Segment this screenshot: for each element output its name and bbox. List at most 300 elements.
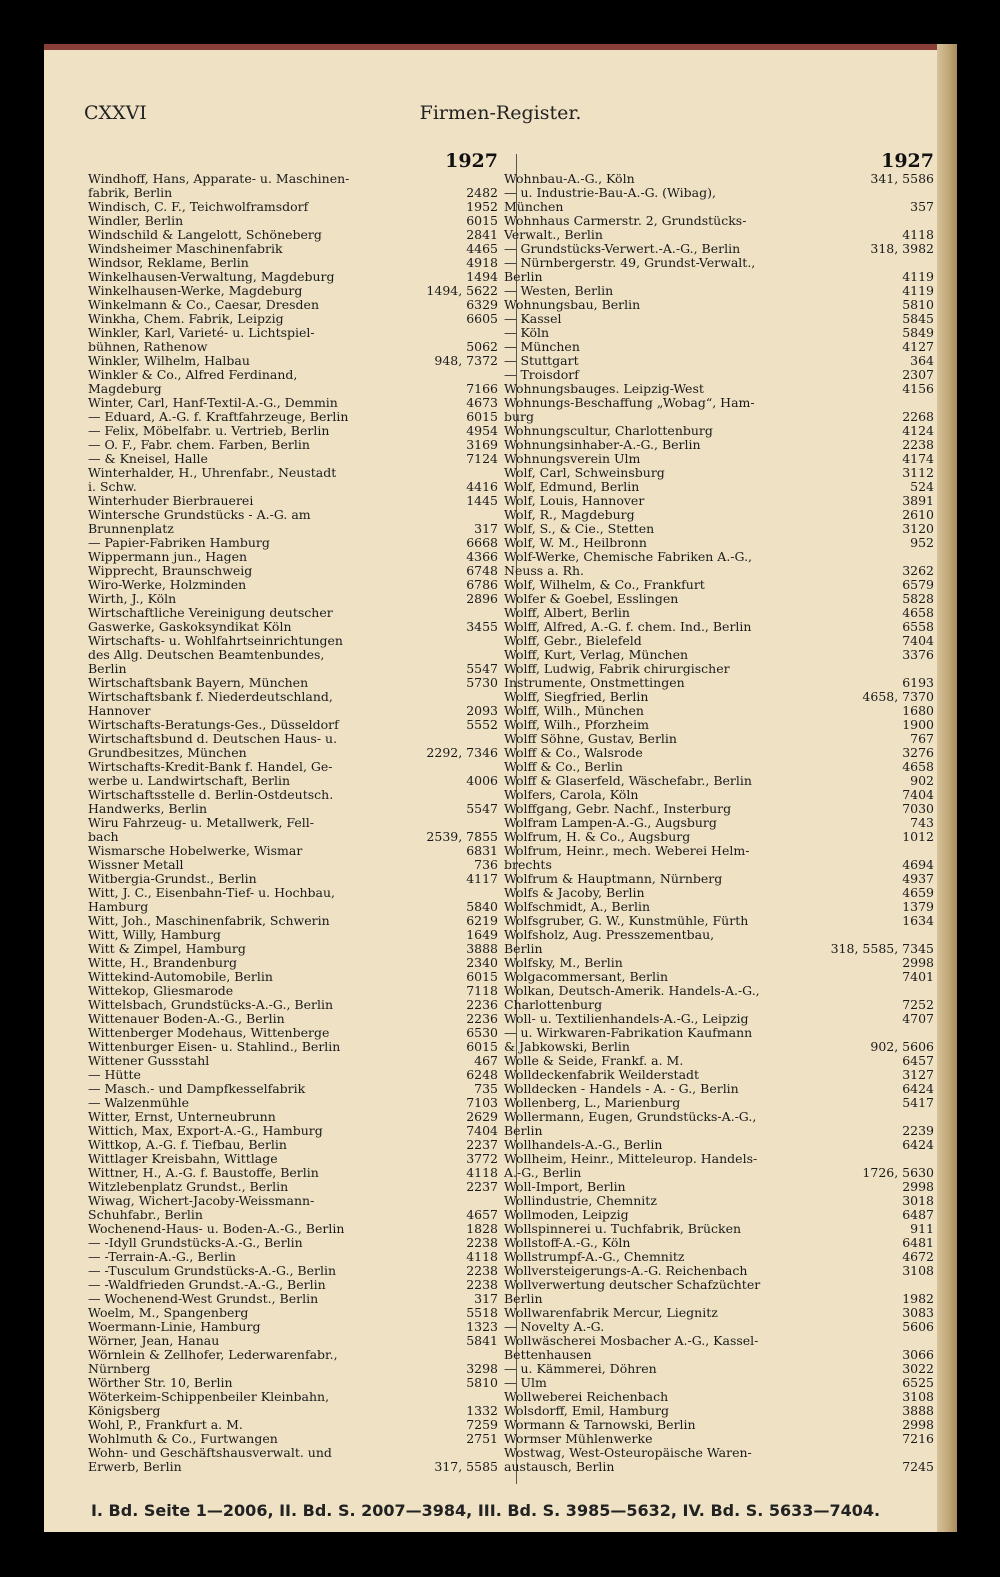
register-entry — [504, 690, 934, 704]
register-entry — [88, 1306, 498, 1320]
page-ref: 2237 — [466, 1137, 498, 1152]
page-ref: 4694 — [902, 857, 934, 872]
register-entry — [88, 1180, 498, 1194]
page-ref: 4118 — [466, 1165, 498, 1180]
firm-name: Wolff, Albert, Berlin — [504, 605, 630, 620]
firm-name: — Grundstücks-Verwert.-A.-G., Berlin — [504, 241, 741, 256]
register-entry — [88, 760, 498, 788]
register-entry — [504, 984, 934, 1012]
firm-name: Wolfsholz, Aug. Presszementbau, Berlin — [504, 927, 715, 956]
register-entry — [88, 200, 498, 214]
firm-name: Wollverwertung deutscher Schafzüchter Berlin — [504, 1277, 761, 1306]
register-entry — [88, 1110, 498, 1124]
register-entry — [504, 620, 934, 634]
page-ref: 5849 — [902, 325, 934, 340]
firm-name: Wintersche Grundstücks - A.-G. am Brunnenplatz — [88, 507, 311, 536]
page-ref: 6424 — [902, 1137, 934, 1152]
register-entry — [504, 872, 934, 886]
firm-name: Wirtschaftliche Vereinigung deutscher Gaswerke, Gaskoksyndikat Köln — [88, 605, 333, 634]
register-entry — [504, 1026, 934, 1054]
page-ref: 2482 — [466, 185, 498, 200]
register-entry — [504, 1432, 934, 1446]
firm-name: Woelm, M., Spangenberg — [88, 1305, 249, 1320]
page-ref: 4118 — [902, 227, 934, 242]
firm-name: Wirth, J., Köln — [88, 591, 177, 606]
page-ref: 6015 — [466, 213, 498, 228]
firm-name: Wohnungsbau, Berlin — [504, 297, 641, 312]
page-ref: 6605 — [466, 311, 498, 326]
page-ref: 5606 — [902, 1319, 934, 1334]
register-entry — [504, 242, 934, 256]
firm-name: Wittenburger Eisen- u. Stahlind., Berlin — [88, 1039, 341, 1054]
firm-name: Witt, Willy, Hamburg — [88, 927, 221, 942]
register-entry — [88, 956, 498, 970]
register-entry — [504, 746, 934, 760]
firm-name: — -Idyll Grundstücks-A.-G., Berlin — [88, 1235, 303, 1250]
register-entry — [88, 1012, 498, 1026]
firm-name: Wipprecht, Braunschweig — [88, 563, 253, 578]
firm-name: Wörner, Jean, Hanau — [88, 1333, 220, 1348]
firm-name: Windhoff, Hans, Apparate- u. Maschinen- fabrik, Berlin — [88, 171, 350, 200]
page-ref: 2841 — [466, 227, 498, 242]
page-ref: 2093 — [466, 703, 498, 718]
page-ref: 952 — [910, 535, 934, 550]
firm-name: — u. Kämmerei, Döhren — [504, 1361, 657, 1376]
page-ref: 902 — [910, 773, 934, 788]
register-entry — [504, 928, 934, 956]
page-ref: 3018 — [902, 1193, 934, 1208]
register-entry — [88, 606, 498, 634]
register-entry — [88, 676, 498, 690]
page-ref: 3455 — [466, 619, 498, 634]
firm-name: Wolff & Co., Walsrode — [504, 745, 643, 760]
page-ref: 2610 — [902, 507, 934, 522]
firm-name: — Köln — [504, 325, 550, 340]
register-entry — [88, 1446, 498, 1474]
firm-name: Wörther Str. 10, Berlin — [88, 1375, 233, 1390]
register-entry — [88, 886, 498, 914]
register-entry — [88, 1390, 498, 1418]
page-ref: 5730 — [466, 675, 498, 690]
binding-band — [44, 44, 957, 50]
page-ref: 4117 — [466, 871, 498, 886]
page-ref: 767 — [910, 731, 934, 746]
firm-name: Wolsdorff, Emil, Hamburg — [504, 1403, 669, 1418]
register-entry — [504, 788, 934, 802]
page-ref: 7404 — [466, 1123, 498, 1138]
register-entry — [504, 424, 934, 438]
register-entry — [88, 536, 498, 550]
page-ref: 2629 — [466, 1109, 498, 1124]
firm-name: Witbergia-Grundst., Berlin — [88, 871, 257, 886]
firm-name: Wirtschaftsstelle d. Berlin-Ostdeutsch. Handwerks, Berlin — [88, 787, 334, 816]
register-entry — [88, 872, 498, 886]
firm-name: — Masch.- und Dampfkesselfabrik — [88, 1081, 306, 1096]
page-ref: 3772 — [466, 1151, 498, 1166]
firm-name: — -Tusculum Grundstücks-A.-G., Berlin — [88, 1263, 337, 1278]
firm-name: Winkha, Chem. Fabrik, Leipzig — [88, 311, 284, 326]
firm-name: Wolfsky, M., Berlin — [504, 955, 623, 970]
register-entry — [88, 1068, 498, 1082]
page-ref: 1445 — [466, 493, 498, 508]
page-ref: 5845 — [902, 311, 934, 326]
page-number: CXXVI — [84, 102, 147, 124]
firm-name: Wohnungs-Beschaffung „Wobag“, Ham- burg — [504, 395, 755, 424]
register-entry — [88, 284, 498, 298]
firm-name: Wollstoff-A.-G., Köln — [504, 1235, 631, 1250]
register-entry — [88, 1124, 498, 1138]
register-entry — [504, 1278, 934, 1306]
register-entry — [88, 354, 498, 368]
firm-name: Wohn- und Geschäftshausverwalt. und Erwerb, Berlin — [88, 1445, 332, 1474]
register-entry — [504, 1012, 934, 1026]
page-ref: 318, 3982 — [870, 241, 934, 256]
page-ref: 6525 — [902, 1375, 934, 1390]
page-ref: 3376 — [902, 647, 934, 662]
register-entry — [88, 410, 498, 424]
page-ref: 1494, 5622 — [426, 283, 498, 298]
page-ref: 5810 — [902, 297, 934, 312]
register-entry — [88, 1320, 498, 1334]
page-ref: 5062 — [466, 339, 498, 354]
page-ref: 7259 — [466, 1417, 498, 1432]
page-ref: 3298 — [466, 1361, 498, 1376]
register-entry — [88, 942, 498, 956]
register-entry — [504, 354, 934, 368]
register-entry — [504, 340, 934, 354]
firm-name: Witt, Joh., Maschinenfabrik, Schwerin — [88, 913, 330, 928]
firm-name: Wiru Fahrzeug- u. Metallwerk, Fell- bach — [88, 815, 315, 844]
register-entry — [504, 1376, 934, 1390]
register-entry — [88, 718, 498, 732]
page-ref: 317 — [474, 521, 498, 536]
page-ref: 3169 — [466, 437, 498, 452]
register-entry — [88, 844, 498, 858]
register-entry — [504, 1222, 934, 1236]
page-ref: 2238 — [466, 1277, 498, 1292]
firm-name: Wirtschafts- u. Wohlfahrtseinrichtungen des Allg. Deutschen Beamtenbundes, Berlin — [88, 633, 343, 676]
page-ref: 6329 — [466, 297, 498, 312]
register-entry — [88, 1166, 498, 1180]
firm-name: Wolle & Seide, Frankf. a. M. — [504, 1053, 684, 1068]
page-ref: 7118 — [466, 983, 498, 998]
register-entry — [88, 578, 498, 592]
page-ref: 2238 — [902, 437, 934, 452]
volume-footer: I. Bd. Seite 1—2006, II. Bd. S. 2007—3984, III. Bd. S. 3985—5632, IV. Bd. S. 5633—7404. — [90, 1501, 881, 1520]
page-ref: 4707 — [902, 1011, 934, 1026]
register-entry — [504, 662, 934, 690]
firm-name: Winterhuder Bierbrauerei — [88, 493, 254, 508]
firm-name: — Wochenend-West Grundst., Berlin — [88, 1291, 319, 1306]
page-ref: 317 — [474, 1291, 498, 1306]
register-entry — [88, 1152, 498, 1166]
firm-name: Wippermann jun., Hagen — [88, 549, 248, 564]
register-entry — [504, 592, 934, 606]
page-ref: 2236 — [466, 1011, 498, 1026]
firm-name: Wolkan, Deutsch-Amerik. Handels-A.-G., Charlottenburg — [504, 983, 760, 1012]
firm-name: Winkler & Co., Alfred Ferdinand, Magdeburg — [88, 367, 298, 396]
firm-name: Wolf, Edmund, Berlin — [504, 479, 640, 494]
page-ref: 4918 — [466, 255, 498, 270]
register-entry — [88, 788, 498, 816]
left-column — [88, 150, 498, 1474]
register-entry — [504, 1236, 934, 1250]
page-ref: 2237 — [466, 1179, 498, 1194]
register-entry — [504, 774, 934, 788]
firm-name: — u. Wirkwaren-Fabrikation Kaufmann & Jabkowski, Berlin — [504, 1025, 753, 1054]
register-entry — [88, 1264, 498, 1278]
register-entry — [88, 494, 498, 508]
page-ref: 743 — [910, 815, 934, 830]
firm-name: Windsheimer Maschinenfabrik — [88, 241, 283, 256]
firm-name: Winkelhausen-Verwaltung, Magdeburg — [88, 269, 335, 284]
register-entry — [88, 732, 498, 760]
firm-name: — Nürnbergerstr. 49, Grundst-Verwalt., Berlin — [504, 255, 756, 284]
firm-name: Wolgacommersant, Berlin — [504, 969, 669, 984]
firm-name: Windsor, Reklame, Berlin — [88, 255, 249, 270]
page-ref: 4174 — [902, 451, 934, 466]
firm-name: Witte, H., Brandenburg — [88, 955, 237, 970]
register-entry — [88, 242, 498, 256]
firm-name: Wollhandels-A.-G., Berlin — [504, 1137, 663, 1152]
page-ref: 2539, 7855 — [426, 829, 498, 844]
register-entry — [88, 298, 498, 312]
firm-name: Winkler, Wilhelm, Halbau — [88, 353, 250, 368]
firm-name: Wohnungsverein Ulm — [504, 451, 641, 466]
page-ref: 6015 — [466, 1039, 498, 1054]
firm-name: — & Kneisel, Halle — [88, 451, 208, 466]
register-entry — [504, 844, 934, 872]
firm-name: — Novelty A.-G. — [504, 1319, 605, 1334]
page-ref: 736 — [474, 857, 498, 872]
register-entry — [504, 214, 934, 242]
firm-name: Wormser Mühlenwerke — [504, 1431, 653, 1446]
page-ref: 5552 — [466, 717, 498, 732]
register-entry — [88, 396, 498, 410]
firm-name: Windschild & Langelott, Schöneberg — [88, 227, 322, 242]
page-ref: 3276 — [902, 745, 934, 760]
register-entry — [88, 1348, 498, 1376]
page-ref: 4658, 7370 — [862, 689, 934, 704]
register-entry — [88, 1278, 498, 1292]
page-ref: 4954 — [466, 423, 498, 438]
firm-name: Wollermann, Eugen, Grundstücks-A.-G., Berlin — [504, 1109, 757, 1138]
page-ref: 6668 — [466, 535, 498, 550]
firm-name: Wittenauer Boden-A.-G., Berlin — [88, 1011, 285, 1026]
firm-name: Winkelmann & Co., Caesar, Dresden — [88, 297, 320, 312]
page-ref: 5417 — [902, 1095, 934, 1110]
register-entry — [504, 1446, 934, 1474]
firm-name: Wolff, Kurt, Verlag, München — [504, 647, 689, 662]
page-ref: 6579 — [902, 577, 934, 592]
register-entry — [88, 550, 498, 564]
firm-name: Wittich, Max, Export-A.-G., Hamburg — [88, 1123, 323, 1138]
firm-name: Wiro-Werke, Holzminden — [88, 577, 247, 592]
firm-name: Wolff & Co., Berlin — [504, 759, 623, 774]
page-ref: 6748 — [466, 563, 498, 578]
firm-name: Wolff, Gebr., Bielefeld — [504, 633, 642, 648]
register-entry — [504, 1054, 934, 1068]
register-entry — [504, 368, 934, 382]
page-ref: 3262 — [902, 563, 934, 578]
firm-name: Wolff, Ludwig, Fabrik chirurgischer Instrumente, Onstmettingen — [504, 661, 730, 690]
firm-name: — -Waldfrieden Grundst.-A.-G., Berlin — [88, 1277, 326, 1292]
register-entry — [504, 816, 934, 830]
page-ref: 5518 — [466, 1305, 498, 1320]
firm-name: Wirtschafts-Beratungs-Ges., Düsseldorf — [88, 717, 339, 732]
register-entry — [88, 634, 498, 676]
page-ref: 1982 — [902, 1291, 934, 1306]
register-entry — [88, 564, 498, 578]
register-entry — [504, 1110, 934, 1138]
firm-name: Wolfrum, Heinr., mech. Weberei Helm- brechts — [504, 843, 750, 872]
firm-name: Wirtschaftsbund d. Deutschen Haus- u. Grundbesitzes, München — [88, 731, 338, 760]
page-ref: 6219 — [466, 913, 498, 928]
firm-name: Wolfschmidt, A., Berlin — [504, 899, 650, 914]
page-ref: 735 — [474, 1081, 498, 1096]
page-ref: 3108 — [902, 1389, 934, 1404]
register-entry — [504, 550, 934, 578]
firm-name: Wittelsbach, Grundstücks-A.-G., Berlin — [88, 997, 333, 1012]
page-ref: 6530 — [466, 1025, 498, 1040]
register-entry — [504, 634, 934, 648]
page-ref: 1012 — [902, 829, 934, 844]
firm-name: Wolf, R., Magdeburg — [504, 507, 635, 522]
page-ref: 4658 — [902, 605, 934, 620]
firm-name: Wolfrum & Hauptmann, Nürnberg — [504, 871, 723, 886]
firm-name: — -Terrain-A.-G., Berlin — [88, 1249, 236, 1264]
firm-name: Wolldeckenfabrik Weilderstadt — [504, 1067, 700, 1082]
firm-name: Wittenberger Modehaus, Wittenberge — [88, 1025, 330, 1040]
register-entry — [504, 186, 934, 214]
page-ref: 6487 — [902, 1207, 934, 1222]
page-ref: 6193 — [902, 675, 934, 690]
page-ref: 4672 — [902, 1249, 934, 1264]
page-ref: 3083 — [902, 1305, 934, 1320]
page-ref: 4465 — [466, 241, 498, 256]
page-ref: 3066 — [902, 1347, 934, 1362]
register-entry — [88, 858, 498, 872]
page-ref: 4937 — [902, 871, 934, 886]
firm-name: Wittener Gussstahl — [88, 1053, 210, 1068]
register-entry — [504, 312, 934, 326]
register-entry — [88, 1418, 498, 1432]
register-entry — [504, 830, 934, 844]
register-entry — [504, 1418, 934, 1432]
year-heading: 1927 — [445, 150, 498, 172]
register-entry — [504, 914, 934, 928]
page-edge — [937, 44, 957, 1532]
page-ref: 2239 — [902, 1123, 934, 1138]
register-entry — [88, 368, 498, 396]
firm-name: — u. Industrie-Bau-A.-G. (Wibag), München — [504, 185, 716, 214]
register-entry — [504, 1138, 934, 1152]
firm-name: — Walzenmühle — [88, 1095, 190, 1110]
register-entry — [88, 1376, 498, 1390]
page-ref: 6015 — [466, 969, 498, 984]
page-ref: 1680 — [902, 703, 934, 718]
register-entry — [504, 1404, 934, 1418]
register-entry — [88, 438, 498, 452]
firm-name: Wismarsche Hobelwerke, Wismar — [88, 843, 303, 858]
firm-name: — Westen, Berlin — [504, 283, 614, 298]
register-entry — [504, 1208, 934, 1222]
firm-name: Wohlmuth & Co., Furtwangen — [88, 1431, 278, 1446]
register-entry — [504, 1068, 934, 1082]
register-entry — [88, 914, 498, 928]
page-ref: 2238 — [466, 1263, 498, 1278]
firm-name: Wohnungsinhaber-A.-G., Berlin — [504, 437, 701, 452]
firm-name: Wolff, Wilh., Pforzheim — [504, 717, 649, 732]
register-entry — [88, 312, 498, 326]
page-ref: 4006 — [466, 773, 498, 788]
register-entry — [88, 326, 498, 354]
register-entry — [88, 1040, 498, 1054]
firm-name: Wohl, P., Frankfurt a. M. — [88, 1417, 243, 1432]
register-entry — [504, 298, 934, 312]
page-ref: 6015 — [466, 409, 498, 424]
register-entry — [88, 970, 498, 984]
register-entry — [504, 1180, 934, 1194]
firm-name: Wolff & Glaserfeld, Wäschefabr., Berlin — [504, 773, 752, 788]
firm-name: Wolf-Werke, Chemische Fabriken A.-G., Neuss a. Rh. — [504, 549, 753, 578]
page-ref: 2307 — [902, 367, 934, 382]
firm-name: Wohnhaus Carmerstr. 2, Grundstücks- Verwalt., Berlin — [504, 213, 747, 242]
register-entry — [88, 1138, 498, 1152]
firm-name: — O. F., Fabr. chem. Farben, Berlin — [88, 437, 310, 452]
firm-name: Winkelhausen-Werke, Magdeburg — [88, 283, 303, 298]
register-entry — [88, 466, 498, 494]
firm-name: Wolfs & Jacoby, Berlin — [504, 885, 645, 900]
firm-name: Winkler, Karl, Varieté- u. Lichtspiel- bühnen, Rathenow — [88, 325, 315, 354]
register-entry — [88, 1222, 498, 1236]
right-column — [504, 150, 934, 1474]
register-entry — [88, 1292, 498, 1306]
register-entry — [504, 1334, 934, 1362]
firm-name: — Ulm — [504, 1375, 547, 1390]
page-ref: 357 — [910, 199, 934, 214]
firm-name: Wolfers, Carola, Köln — [504, 787, 639, 802]
firm-name: — Hütte — [88, 1067, 141, 1082]
firm-name: Woermann-Linie, Hamburg — [88, 1319, 261, 1334]
firm-name: Wohnungscultur, Charlottenburg — [504, 423, 713, 438]
register-entry — [88, 172, 498, 200]
page-ref: 4658 — [902, 759, 934, 774]
page-ref: 5841 — [466, 1333, 498, 1348]
page-ref: 7404 — [902, 787, 934, 802]
firm-name: Witt & Zimpel, Hamburg — [88, 941, 246, 956]
page-ref: 4366 — [466, 549, 498, 564]
page-ref: 2238 — [466, 1235, 498, 1250]
firm-name: Wirtschaftsbank f. Niederdeutschland, Hannover — [88, 689, 333, 718]
page-ref: 2998 — [902, 1417, 934, 1432]
page-ref: 1323 — [466, 1319, 498, 1334]
register-entry — [504, 466, 934, 480]
book-page — [44, 44, 957, 1532]
page-ref: 1828 — [466, 1221, 498, 1236]
firm-name: Wollmoden, Leipzig — [504, 1207, 629, 1222]
page-ref: 7216 — [902, 1431, 934, 1446]
firm-name: Winter, Carl, Hanf-Textil-A.-G., Demmin — [88, 395, 338, 410]
page-ref: 4119 — [902, 283, 934, 298]
register-entry — [504, 494, 934, 508]
page-ref: 3120 — [902, 521, 934, 536]
register-entry — [504, 970, 934, 984]
firm-name: Wollwarenfabrik Mercur, Liegnitz — [504, 1305, 718, 1320]
register-entry — [88, 508, 498, 536]
register-entry — [504, 578, 934, 592]
register-entry — [504, 1390, 934, 1404]
